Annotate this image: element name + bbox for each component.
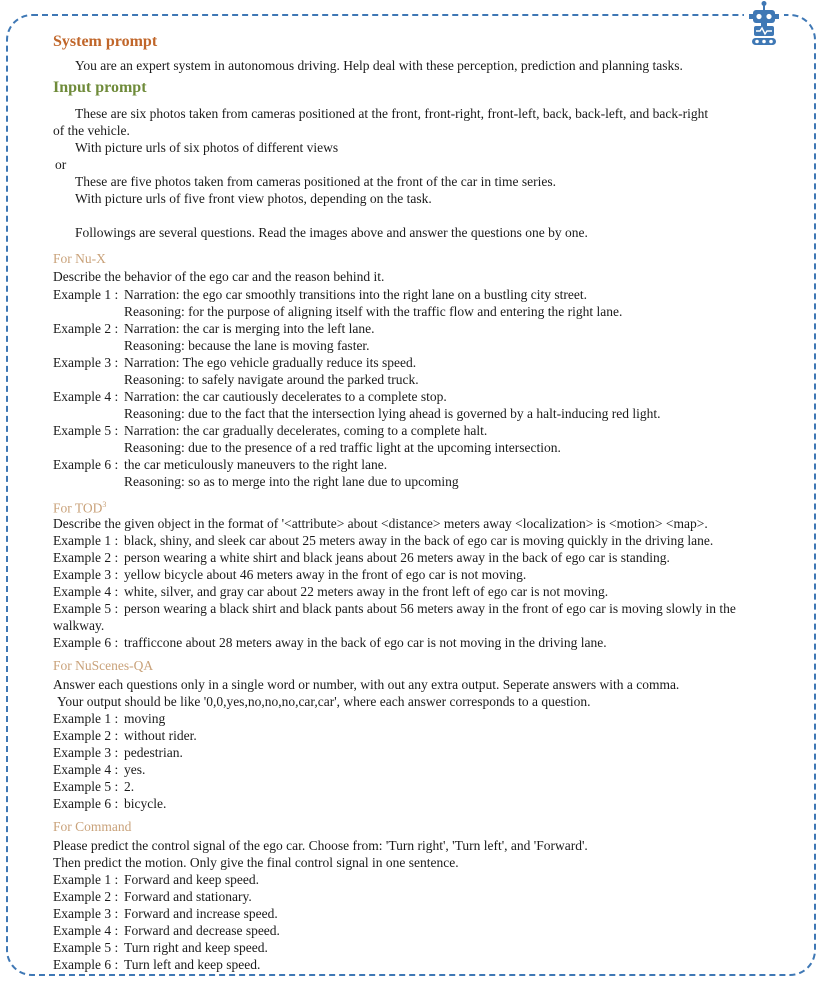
qa-example-label: Example 4 : [53,762,119,777]
tod-example-text: white, silver, and gray car about 22 meters away in the front left of ego car is not moving. [124,584,609,599]
tod-example-label: Example 5 : [53,601,119,616]
nux-example-reasoning: Reasoning: due to the presence of a red traffic light at the upcoming intersection. [124,440,561,455]
tod-example-wrap: walkway. [53,618,105,633]
input-prompt-line: of the vehicle. [53,123,130,138]
qa-heading: For NuScenes-QA [53,658,154,673]
nux-example-label: Example 1 : [53,287,119,302]
tod-instruction: Describe the given object in the format of '<attribute> about <distance> meters away <localization> is <motion> <map>. [53,516,708,531]
qa-example-text: 2. [124,779,135,794]
input-prompt-line: These are five photos taken from cameras positioned at the front of the car in time series. [75,174,556,189]
nux-example-label: Example 6 : [53,457,119,472]
input-prompt-line: With picture urls of six photos of different views [75,140,339,155]
tod-example-label: Example 6 : [53,635,119,650]
nux-example-reasoning: Reasoning: due to the fact that the intersection lying ahead is governed by a halt-inducing red light. [124,406,661,421]
qa-example-label: Example 1 : [53,711,119,726]
robot-icon [744,0,784,48]
tod-example-text: yellow bicycle about 46 meters away in the front of ego car is not moving. [124,567,527,582]
nux-example-narration: Narration: the car is merging into the left lane. [124,321,375,336]
command-example-text: Turn right and keep speed. [124,940,268,955]
qa-example-text: yes. [124,762,146,777]
command-example-label: Example 2 : [53,889,119,904]
command-instruction: Please predict the control signal of the ego car. Choose from: 'Turn right', 'Turn left', and 'Forward'. [53,838,588,853]
nux-example-reasoning: Reasoning: so as to merge into the right lane due to upcoming [124,474,459,489]
command-example-label: Example 5 : [53,940,119,955]
tod-example-text: black, shiny, and sleek car about 25 meters away in the back of ego car is moving quickly in the driving lane. [124,533,714,548]
qa-example-label: Example 3 : [53,745,119,760]
tod-heading-superscript: 3 [102,500,107,509]
nux-instruction: Describe the behavior of the ego car and the reason behind it. [53,269,385,284]
qa-example-text: bicycle. [124,796,167,811]
qa-instruction: Answer each questions only in a single word or number, with out any extra output. Seperate answers with a comma. [53,677,680,692]
input-prompt-or: or [55,157,67,172]
command-example-text: Forward and stationary. [124,889,252,904]
command-example-text: Forward and increase speed. [124,906,278,921]
qa-instruction: Your output should be like '0,0,yes,no,no,no,car,car', where each answer corresponds to a question. [57,694,591,709]
nux-example-narration: Narration: the car gradually decelerates, coming to a complete halt. [124,423,488,438]
command-example-label: Example 6 : [53,957,119,972]
qa-example-text: without rider. [124,728,197,743]
command-example-text: Forward and keep speed. [124,872,259,887]
nux-heading: For Nu-X [53,251,106,266]
system-prompt-text: You are an expert system in autonomous driving. Help deal with these perception, prediction and planning tasks. [75,58,683,73]
qa-example-text: moving [124,711,166,726]
command-heading: For Command [53,819,132,834]
nux-example-reasoning: Reasoning: for the purpose of aligning itself with the traffic flow and entering the right lane. [124,304,623,319]
command-example-text: Forward and decrease speed. [124,923,280,938]
nux-example-label: Example 5 : [53,423,119,438]
input-prompt-line: Followings are several questions. Read the images above and answer the questions one by one. [75,225,588,240]
nux-example-narration: the car meticulously maneuvers to the right lane. [124,457,388,472]
tod-example-text: trafficcone about 28 meters away in the back of ego car is not moving in the driving lane. [124,635,607,650]
tod-example-label: Example 1 : [53,533,119,548]
input-prompt-line: With picture urls of five front view photos, depending on the task. [75,191,432,206]
command-example-label: Example 3 : [53,906,119,921]
nux-example-narration: Narration: The ego vehicle gradually reduce its speed. [124,355,417,370]
input-prompt-line: These are six photos taken from cameras positioned at the front, front-right, front-left, back, back-left, and back-right [75,106,709,121]
tod-example-text: person wearing a black shirt and black pants about 56 meters away in the front of ego car is moving slowly in the [124,601,736,616]
nux-example-reasoning: Reasoning: to safely navigate around the parked truck. [124,372,419,387]
command-example-text: Turn left and keep speed. [124,957,261,972]
qa-example-label: Example 6 : [53,796,119,811]
qa-example-label: Example 2 : [53,728,119,743]
command-instruction: Then predict the motion. Only give the final control signal in one sentence. [53,855,459,870]
qa-example-text: pedestrian. [124,745,183,760]
tod-heading [53,496,106,517]
nux-example-label: Example 2 : [53,321,119,336]
command-example-label: Example 1 : [53,872,119,887]
system-prompt-heading: System prompt [53,33,158,50]
nux-example-narration: Narration: the car cautiously decelerates to a complete stop. [124,389,447,404]
tod-example-label: Example 4 : [53,584,119,599]
nux-example-narration: Narration: the ego car smoothly transitions into the right lane on a bustling city street. [124,287,588,302]
nux-example-reasoning: Reasoning: because the lane is moving faster. [124,338,370,353]
tod-example-text: person wearing a white shirt and black jeans about 26 meters away in the back of ego car is standing. [124,550,670,565]
tod-example-label: Example 3 : [53,567,119,582]
input-prompt-heading: Input prompt [53,79,147,96]
nux-example-label: Example 3 : [53,355,119,370]
command-example-label: Example 4 : [53,923,119,938]
qa-example-label: Example 5 : [53,779,119,794]
tod-example-label: Example 2 : [53,550,119,565]
tod-heading-text: For TOD [53,500,103,516]
nux-example-label: Example 4 : [53,389,119,404]
